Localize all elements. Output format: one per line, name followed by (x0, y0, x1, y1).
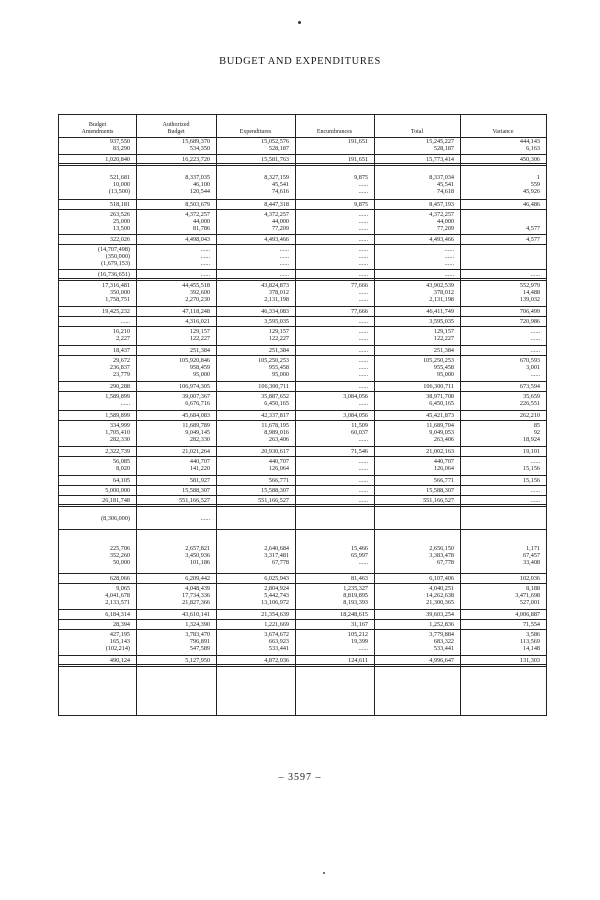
variance-cell: 85 92 18,924 (522, 422, 540, 444)
table-row (59, 327, 546, 346)
budget-amendments-cell: 334,999 1,705,410 282,330 (105, 422, 130, 444)
expenditures-cell: 20,930,617 (261, 448, 289, 455)
budget-amendments-cell: 263,526 25,000 13,500 (109, 211, 130, 233)
budget-amendments-cell: 628,066 (109, 575, 130, 582)
expenditures-cell: 106,300,711 (258, 383, 289, 390)
authorized-budget-cell: 1,324,390 (185, 621, 210, 628)
header-budget-amendments: Budget Amendments (81, 122, 114, 135)
expenditures-cell: 15,052,576 528,187 (261, 138, 289, 153)
encumbrances-cell: ...... (358, 347, 368, 354)
total-cell: 2,656,150 3,383,478 67,778 (429, 545, 454, 567)
table-row (59, 210, 546, 235)
variance-cell: 4,006,887 (515, 611, 540, 618)
budget-amendments-cell: 64,105 (112, 477, 130, 484)
encumbrances-cell: 15,466 65,997 ...... (350, 545, 368, 567)
expenditures-cell: 3,595,035 (264, 318, 289, 325)
table-row (59, 235, 546, 245)
authorized-budget-cell: 44,455,518 392,600 2,270,230 (182, 282, 210, 304)
table-row (59, 270, 546, 281)
total-cell: 15,773,414 (426, 156, 454, 163)
table-row (59, 574, 546, 584)
budget-amendments-cell: 5,000,000 (105, 487, 130, 494)
table-row (59, 200, 546, 210)
variance-cell: 673,594 (519, 383, 540, 390)
total-cell (374, 507, 460, 529)
variance-cell: ...... (530, 271, 540, 278)
total-cell: 11,689,704 9,049,053 263,406 (426, 422, 454, 444)
total-cell: 566,771 (433, 477, 454, 484)
column-divider (374, 115, 375, 715)
authorized-budget-cell: 4,372,257 44,000 81,786 (185, 211, 210, 233)
authorized-budget-cell: 39,007,367 6,676,716 (182, 393, 210, 408)
header-authorized-budget: Authorized Budget (162, 122, 190, 135)
stray-mark-bottom (323, 872, 325, 874)
variance-cell: 46,486 (522, 201, 540, 208)
budget-amendments-cell: 427,195 165,143 (102,214) (105, 631, 130, 653)
authorized-budget-cell: 4,498,043 (185, 236, 210, 243)
encumbrances-cell: ...... (358, 477, 368, 484)
encumbrances-cell: ...... (358, 236, 368, 243)
variance-cell: 8,188 3,471,698 527,001 (515, 585, 540, 607)
variance-cell: 552,979 14,488 139,032 (519, 282, 540, 304)
expenditures-cell: 6,025,943 (264, 575, 289, 582)
expenditures-cell: 2,640,684 3,317,481 67,778 (264, 545, 289, 567)
budget-amendments-cell: 17,316,481 350,000 1,758,751 (102, 282, 130, 304)
encumbrances-cell: ...... (358, 497, 368, 504)
expenditures-cell: 21,354,639 (261, 611, 289, 618)
total-cell: 106,300,711 (423, 383, 454, 390)
table-row (59, 166, 546, 200)
variance-cell: 35,659 226,551 (519, 393, 540, 408)
encumbrances-cell: 77,666 ...... ...... (350, 282, 368, 304)
column-divider (136, 115, 137, 715)
table-row (59, 507, 546, 530)
total-cell: 105,250,253 955,458 95,000 (423, 357, 454, 379)
encumbrances-cell: 71,546 (350, 448, 368, 455)
variance-cell: 3,586 113,569 14,148 (520, 631, 540, 653)
authorized-budget-cell: 581,927 (189, 477, 210, 484)
authorized-budget-cell: 551,166,527 (179, 497, 210, 504)
budget-amendments-cell: 28,394 (112, 621, 130, 628)
variance-cell: ...... (530, 487, 540, 494)
total-cell: 251,384 (433, 347, 454, 354)
table-row (59, 411, 546, 421)
table-row (59, 584, 546, 610)
encumbrances-cell: 9,875 (354, 201, 368, 208)
encumbrances-cell: 191,651 (347, 138, 368, 145)
expenditures-cell: 4,493,466 (264, 236, 289, 243)
budget-amendments-cell: 1,589,899 (105, 412, 130, 419)
variance-cell: 102,036 (519, 575, 540, 582)
authorized-budget-cell: 5,127,950 (185, 657, 210, 664)
variance-cell: 444,143 6,163 (519, 138, 540, 153)
budget-amendments-cell: 290,288 (109, 383, 130, 390)
variance-cell: 450,306 (519, 156, 540, 163)
page-title: BUDGET AND EXPENDITURES (219, 56, 381, 67)
authorized-budget-cell: 4,048,439 17,734,336 21,827,366 (182, 585, 210, 607)
authorized-budget-cell: 2,657,821 3,450,936 101,186 (185, 545, 210, 567)
encumbrances-cell: 124,611 (348, 657, 368, 664)
variance-cell: 706,499 (519, 308, 540, 315)
expenditures-cell: 15,588,307 (261, 487, 289, 494)
authorized-budget-cell: ...... (200, 515, 210, 523)
expenditures-cell: 4,372,257 44,000 77,209 (264, 211, 289, 233)
total-cell: 4,372,257 44,000 77,209 (429, 211, 454, 233)
expenditures-cell: 551,166,527 (258, 497, 289, 504)
total-cell: 440,707 126,064 (433, 458, 454, 473)
encumbrances-cell: ...... (358, 487, 368, 494)
expenditures-cell: 129,157 122,227 (268, 328, 289, 343)
budget-amendments-cell: 521,681 10,000 (13,500) (108, 174, 130, 196)
table-header (59, 115, 546, 138)
expenditures-cell: ...... ...... ...... (279, 246, 289, 268)
total-cell: 43,902,539 378,012 2,131,198 (426, 282, 454, 304)
budget-amendments-cell: (8,306,000) (101, 515, 130, 523)
table-row (59, 392, 546, 411)
encumbrances-cell: ...... ...... ...... (358, 211, 368, 233)
encumbrances-cell: ...... ...... ...... (358, 357, 368, 379)
authorized-budget-cell: 15,689,370 534,350 (182, 138, 210, 153)
expenditures-cell: ...... (279, 271, 289, 278)
authorized-budget-cell: 251,384 (189, 347, 210, 354)
total-cell: 45,421,873 (426, 412, 454, 419)
table-row (59, 281, 546, 307)
header-expenditures: Expenditures (239, 128, 272, 135)
variance-cell: 262,210 (519, 412, 540, 419)
column-divider (460, 115, 461, 715)
budget-amendments-cell: 1,589,899 ...... (105, 393, 130, 408)
total-cell: 8,337,034 45,541 74,618 (429, 174, 454, 196)
variance-cell: ...... ...... (530, 328, 540, 343)
authorized-budget-cell: 3,783,470 796,891 547,589 (185, 631, 210, 653)
total-cell: 3,779,884 683,322 533,441 (429, 631, 454, 653)
expenditures-cell: 251,384 (268, 347, 289, 354)
encumbrances-cell: 18,248,615 (340, 611, 368, 618)
expenditures-cell: 42,337,817 (261, 412, 289, 419)
variance-cell: ...... (530, 497, 540, 504)
budget-amendments-cell: 56,085 8,020 (112, 458, 130, 473)
encumbrances-cell: ...... (358, 383, 368, 390)
authorized-budget-cell: 43,610,141 (182, 611, 210, 618)
authorized-budget-cell: 6,209,442 (185, 575, 210, 582)
authorized-budget-cell: 45,684,083 (182, 412, 210, 419)
encumbrances-cell: 105,212 19,399 ...... (347, 631, 368, 653)
encumbrances-cell: ...... (358, 318, 368, 325)
budget-amendments-cell: 322,026 (109, 236, 130, 243)
encumbrances-cell: 3,084,056 ...... (343, 393, 368, 408)
encumbrances-cell: 1,235,327 8,819,895 8,193,393 (343, 585, 368, 607)
table-row (59, 307, 546, 317)
budget-amendments-cell: 9,065 4,041,678 2,133,571 (105, 585, 130, 607)
budget-amendments-cell: 2,322,739 (105, 448, 130, 455)
expenditures-cell: 35,887,652 6,450,165 (261, 393, 289, 408)
total-cell: 46,411,749 (426, 308, 454, 315)
authorized-budget-cell: 8,337,035 46,100 120,544 (185, 174, 210, 196)
budget-amendments-cell: 490,124 (109, 657, 130, 664)
expenditures-cell: 8,447,318 (264, 201, 289, 208)
total-cell: 15,588,307 (426, 487, 454, 494)
budget-amendments-cell: 16,210 2,227 (112, 328, 130, 343)
total-cell: 38,971,708 6,450,165 (426, 393, 454, 408)
expenditures-cell: 3,674,672 663,923 533,441 (264, 631, 289, 653)
budget-amendments-cell: 19,425,232 (102, 308, 130, 315)
table-row (59, 137, 546, 155)
authorized-budget-cell: 105,920,846 958,459 95,000 (179, 357, 210, 379)
variance-cell: 4,577 (526, 236, 540, 243)
total-cell: ...... (444, 271, 454, 278)
authorized-budget-cell: ...... ...... ...... (200, 246, 210, 268)
encumbrances-cell: 3,084,056 (343, 412, 368, 419)
total-cell: 8,457,193 (429, 201, 454, 208)
table-row (59, 530, 546, 574)
budget-amendments-cell: 29,672 236,837 23,779 (109, 357, 130, 379)
expenditures-cell: 46,334,083 (261, 308, 289, 315)
budget-amendments-cell: 18,437 (112, 347, 130, 354)
total-cell: 4,493,466 (429, 236, 454, 243)
expenditures-cell: 566,771 (268, 477, 289, 484)
variance-cell: ...... 15,156 (522, 458, 540, 473)
expenditures-cell: 440,707 126,064 (268, 458, 289, 473)
total-cell: 15,245,227 528,187 (426, 138, 454, 153)
authorized-budget-cell: 4,316,021 (185, 318, 210, 325)
encumbrances-cell: ...... ...... ...... (358, 246, 368, 268)
total-cell: ...... ...... ...... (444, 246, 454, 268)
total-cell: 3,595,035 (429, 318, 454, 325)
expenditures-cell: 43,824,873 378,012 2,131,198 (261, 282, 289, 304)
column-divider (216, 115, 217, 715)
total-cell: 39,603,254 (426, 611, 454, 618)
header-total: Total (410, 128, 424, 135)
encumbrances-cell: 191,651 (347, 156, 368, 163)
budget-amendments-cell: 6,184,314 (105, 611, 130, 618)
variance-cell: 4,577 (526, 225, 540, 233)
encumbrances-cell: ...... (358, 271, 368, 278)
authorized-budget-cell: 47,118,248 (182, 308, 210, 315)
authorized-budget-cell: 129,157 122,227 (189, 328, 210, 343)
budget-amendments-cell: 1,020,840 (105, 156, 130, 163)
authorized-budget-cell: 15,588,307 (182, 487, 210, 494)
variance-cell: 15,156 (522, 477, 540, 484)
total-cell: 4,996,647 (429, 657, 454, 664)
expenditures-cell: 105,250,253 955,458 95,000 (258, 357, 289, 379)
variance-cell (460, 245, 546, 269)
authorized-budget-cell: ...... (200, 271, 210, 278)
budget-amendments-cell: (14,707,498) (350,000) (1,679,153) (98, 246, 130, 268)
budget-amendments-cell: 26,181,748 (102, 497, 130, 504)
encumbrances-cell: 77,666 (350, 308, 368, 315)
variance-cell: ...... (530, 347, 540, 354)
encumbrances-cell: 9,875 ...... ...... (354, 174, 368, 196)
encumbrances-cell: 11,509 60,037 ...... (350, 422, 368, 444)
total-cell: 21,002,163 (426, 448, 454, 455)
table-row (59, 346, 546, 356)
authorized-budget-cell: 21,021,264 (182, 448, 210, 455)
header-variance: Variance (492, 128, 514, 135)
table-row (59, 457, 546, 476)
table-row (59, 496, 546, 507)
variance-cell (460, 507, 546, 529)
table-row (59, 317, 546, 327)
table-row (59, 382, 546, 392)
table-row (59, 486, 546, 496)
variance-cell: 131,303 (519, 657, 540, 664)
column-divider (295, 115, 296, 715)
variance-cell: 19,101 (522, 448, 540, 455)
budget-amendments-cell: 937,550 83,290 (109, 138, 130, 153)
table-row (59, 630, 546, 656)
encumbrances-cell (295, 507, 374, 529)
variance-cell: 670,593 3,001 ...... (519, 357, 540, 379)
authorized-budget-cell: 440,707 141,220 (189, 458, 210, 473)
budget-amendments-cell: 518,181 (109, 201, 130, 208)
total-cell: 6,107,406 (429, 575, 454, 582)
encumbrances-cell: ...... ...... (358, 458, 368, 473)
header-encumbrances: Encumbrances (316, 128, 353, 135)
authorized-budget-cell: 11,689,789 9,049,145 282,330 (182, 422, 210, 444)
variance-cell: 1 559 45,926 (522, 174, 540, 196)
stray-mark-top (298, 21, 301, 24)
encumbrances-cell: 31,167 (350, 621, 368, 628)
table-row (59, 476, 546, 486)
expenditures-cell: 11,678,195 8,989,016 263,406 (261, 422, 289, 444)
table-row (59, 421, 546, 447)
total-cell: 551,166,527 (423, 497, 454, 504)
table-row (59, 245, 546, 270)
variance-cell: 71,554 (522, 621, 540, 628)
authorized-budget-cell: 16,223,720 (182, 156, 210, 163)
encumbrances-cell: ...... ...... (358, 328, 368, 343)
table-row (59, 620, 546, 630)
expenditures-cell: 4,872,036 (264, 657, 289, 664)
total-cell: 129,157 122,227 (433, 328, 454, 343)
budget-amendments-cell: 225,706 352,260 50,000 (109, 545, 130, 567)
expenditures-cell (216, 507, 295, 529)
encumbrances-cell: 81,463 (350, 575, 368, 582)
authorized-budget-cell: 8,503,679 (185, 201, 210, 208)
page-number: – 3597 – (278, 772, 322, 783)
table-row (59, 356, 546, 382)
authorized-budget-cell: 106,974,305 (179, 383, 210, 390)
budget-table (58, 114, 547, 716)
table-row (59, 447, 546, 457)
total-cell: 4,040,251 14,262,638 21,300,365 (426, 585, 454, 607)
expenditures-cell: 2,804,924 5,442,743 13,106,972 (261, 585, 289, 607)
expenditures-cell: 1,221,669 (264, 621, 289, 628)
variance-cell: 720,986 (519, 318, 540, 325)
variance-cell: 1,171 67,457 33,408 (522, 545, 540, 567)
expenditures-cell: 15,581,763 (261, 156, 289, 163)
table-row (59, 155, 546, 166)
expenditures-cell: 8,327,159 45,541 74,616 (264, 174, 289, 196)
table-row (59, 610, 546, 620)
budget-amendments-cell: (16,736,651) (98, 271, 130, 278)
table-row (59, 656, 546, 667)
total-cell: 1,252,836 (429, 621, 454, 628)
budget-amendments-cell: ...... (120, 318, 130, 325)
